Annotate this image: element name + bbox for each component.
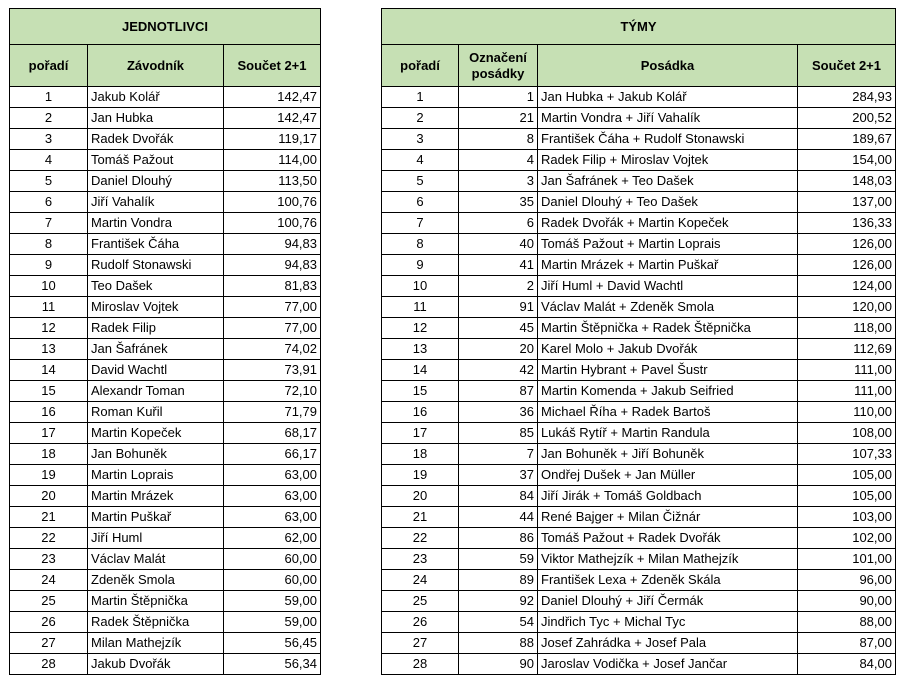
col-header-crew: Posádka: [538, 45, 798, 87]
cell-crew-id: 35: [459, 192, 538, 213]
col-header-crew-id: Označení posádky: [459, 45, 538, 87]
cell-rank: 28: [382, 654, 459, 675]
cell-score: 118,00: [798, 318, 896, 339]
cell-crew: Jiří Jirák + Tomáš Goldbach: [538, 486, 798, 507]
cell-crew-id: 45: [459, 318, 538, 339]
cell-rank: 24: [382, 570, 459, 591]
cell-crew: Michael Říha + Radek Bartoš: [538, 402, 798, 423]
cell-rank: 21: [382, 507, 459, 528]
individuals-title: JEDNOTLIVCI: [10, 9, 321, 45]
cell-crew: Radek Dvořák + Martin Kopeček: [538, 213, 798, 234]
cell-crew: Martin Vondra + Jiří Vahalík: [538, 108, 798, 129]
cell-score: 111,00: [798, 360, 896, 381]
table-row: [10, 87, 321, 108]
cell-rank: 7: [10, 213, 88, 234]
cell-crew-id: 8: [459, 129, 538, 150]
table-row: [10, 654, 321, 675]
table-row: [382, 486, 896, 507]
cell-crew: Václav Malát + Zdeněk Smola: [538, 297, 798, 318]
cell-racer: Radek Filip: [88, 318, 224, 339]
table-row: [10, 360, 321, 381]
cell-rank: 8: [10, 234, 88, 255]
cell-rank: 27: [382, 633, 459, 654]
table-row: [382, 339, 896, 360]
cell-crew-id: 92: [459, 591, 538, 612]
cell-rank: 1: [382, 87, 459, 108]
cell-score: 94,83: [224, 255, 321, 276]
cell-racer: Jan Bohuněk: [88, 444, 224, 465]
cell-rank: 2: [10, 108, 88, 129]
table-row: [10, 150, 321, 171]
table-row: [382, 297, 896, 318]
cell-score: 105,00: [798, 486, 896, 507]
table-row: [382, 402, 896, 423]
cell-rank: 16: [10, 402, 88, 423]
cell-crew-id: 6: [459, 213, 538, 234]
cell-score: 110,00: [798, 402, 896, 423]
cell-crew-id: 40: [459, 234, 538, 255]
cell-crew-id: 90: [459, 654, 538, 675]
table-row: [10, 549, 321, 570]
cell-rank: 14: [10, 360, 88, 381]
cell-score: 107,33: [798, 444, 896, 465]
cell-rank: 24: [10, 570, 88, 591]
cell-rank: 18: [10, 444, 88, 465]
table-row: [10, 507, 321, 528]
table-row: [10, 381, 321, 402]
cell-rank: 10: [10, 276, 88, 297]
table-row: [10, 591, 321, 612]
cell-score: 56,34: [224, 654, 321, 675]
table-row: [382, 255, 896, 276]
cell-racer: Martin Puškař: [88, 507, 224, 528]
cell-score: 126,00: [798, 255, 896, 276]
teams-table: [381, 8, 896, 675]
cell-rank: 23: [382, 549, 459, 570]
cell-rank: 25: [382, 591, 459, 612]
cell-score: 60,00: [224, 549, 321, 570]
cell-racer: Zdeněk Smola: [88, 570, 224, 591]
cell-score: 68,17: [224, 423, 321, 444]
cell-crew: Martin Mrázek + Martin Puškař: [538, 255, 798, 276]
cell-rank: 5: [10, 171, 88, 192]
table-row: [10, 276, 321, 297]
cell-racer: Tomáš Pažout: [88, 150, 224, 171]
cell-score: 114,00: [224, 150, 321, 171]
cell-racer: Václav Malát: [88, 549, 224, 570]
cell-racer: Daniel Dlouhý: [88, 171, 224, 192]
cell-score: 103,00: [798, 507, 896, 528]
cell-crew: Martin Hybrant + Pavel Šustr: [538, 360, 798, 381]
cell-racer: Martin Kopeček: [88, 423, 224, 444]
cell-score: 137,00: [798, 192, 896, 213]
table-row: [382, 507, 896, 528]
teams-body: [382, 87, 896, 675]
table-row: [10, 255, 321, 276]
cell-rank: 21: [10, 507, 88, 528]
table-row: [10, 465, 321, 486]
cell-score: 142,47: [224, 108, 321, 129]
cell-racer: Milan Mathejzík: [88, 633, 224, 654]
cell-racer: Jakub Dvořák: [88, 654, 224, 675]
cell-rank: 13: [10, 339, 88, 360]
cell-rank: 9: [10, 255, 88, 276]
cell-score: 60,00: [224, 570, 321, 591]
cell-racer: Radek Štěpnička: [88, 612, 224, 633]
col-header-rank: pořadí: [382, 45, 459, 87]
cell-rank: 23: [10, 549, 88, 570]
cell-racer: Martin Mrázek: [88, 486, 224, 507]
table-row: [10, 423, 321, 444]
cell-score: 154,00: [798, 150, 896, 171]
cell-score: 102,00: [798, 528, 896, 549]
cell-score: 100,76: [224, 192, 321, 213]
cell-rank: 19: [10, 465, 88, 486]
cell-rank: 2: [382, 108, 459, 129]
cell-racer: Miroslav Vojtek: [88, 297, 224, 318]
cell-rank: 18: [382, 444, 459, 465]
table-row: [382, 150, 896, 171]
cell-crew-id: 87: [459, 381, 538, 402]
cell-racer: Radek Dvořák: [88, 129, 224, 150]
cell-crew-id: 59: [459, 549, 538, 570]
cell-rank: 19: [382, 465, 459, 486]
table-row: [10, 108, 321, 129]
cell-rank: 4: [382, 150, 459, 171]
cell-score: 59,00: [224, 591, 321, 612]
cell-rank: 15: [382, 381, 459, 402]
table-row: [10, 570, 321, 591]
cell-rank: 27: [10, 633, 88, 654]
cell-racer: Jiří Huml: [88, 528, 224, 549]
cell-score: 84,00: [798, 654, 896, 675]
cell-crew: Jiří Huml + David Wachtl: [538, 276, 798, 297]
table-row: [382, 318, 896, 339]
cell-crew-id: 1: [459, 87, 538, 108]
cell-crew-id: 85: [459, 423, 538, 444]
col-header-score: Součet 2+1: [798, 45, 896, 87]
cell-crew-id: 36: [459, 402, 538, 423]
table-row: [10, 318, 321, 339]
cell-rank: 17: [382, 423, 459, 444]
cell-racer: Roman Kuřil: [88, 402, 224, 423]
cell-score: 94,83: [224, 234, 321, 255]
cell-crew: Tomáš Pažout + Radek Dvořák: [538, 528, 798, 549]
cell-score: 87,00: [798, 633, 896, 654]
cell-crew: František Čáha + Rudolf Stonawski: [538, 129, 798, 150]
cell-rank: 4: [10, 150, 88, 171]
table-row: [10, 612, 321, 633]
cell-score: 71,79: [224, 402, 321, 423]
table-row: [382, 171, 896, 192]
cell-rank: 7: [382, 213, 459, 234]
cell-rank: 6: [382, 192, 459, 213]
table-row: [10, 171, 321, 192]
cell-crew: Jan Hubka + Jakub Kolář: [538, 87, 798, 108]
col-header-score: Součet 2+1: [224, 45, 321, 87]
cell-crew: Tomáš Pažout + Martin Loprais: [538, 234, 798, 255]
table-row: [382, 360, 896, 381]
table-row: [382, 276, 896, 297]
table-row: [10, 402, 321, 423]
cell-score: 100,76: [224, 213, 321, 234]
col-header-rank: pořadí: [10, 45, 88, 87]
cell-score: 200,52: [798, 108, 896, 129]
table-row: [382, 87, 896, 108]
cell-racer: Teo Dašek: [88, 276, 224, 297]
table-row: [10, 234, 321, 255]
individuals-body: [10, 87, 321, 675]
table-row: [10, 213, 321, 234]
table-row: [382, 528, 896, 549]
cell-score: 111,00: [798, 381, 896, 402]
cell-crew-id: 7: [459, 444, 538, 465]
cell-crew: Radek Filip + Miroslav Vojtek: [538, 150, 798, 171]
cell-rank: 10: [382, 276, 459, 297]
cell-score: 101,00: [798, 549, 896, 570]
cell-score: 66,17: [224, 444, 321, 465]
cell-score: 136,33: [798, 213, 896, 234]
table-row: [382, 612, 896, 633]
cell-score: 88,00: [798, 612, 896, 633]
cell-racer: Martin Vondra: [88, 213, 224, 234]
cell-score: 56,45: [224, 633, 321, 654]
cell-racer: David Wachtl: [88, 360, 224, 381]
cell-crew-id: 4: [459, 150, 538, 171]
cell-crew-id: 91: [459, 297, 538, 318]
cell-rank: 9: [382, 255, 459, 276]
cell-rank: 11: [10, 297, 88, 318]
cell-rank: 12: [10, 318, 88, 339]
table-row: [382, 192, 896, 213]
table-row: [382, 570, 896, 591]
cell-score: 62,00: [224, 528, 321, 549]
cell-racer: Jan Šafránek: [88, 339, 224, 360]
cell-score: 96,00: [798, 570, 896, 591]
table-row: [382, 108, 896, 129]
cell-rank: 26: [10, 612, 88, 633]
cell-crew-id: 37: [459, 465, 538, 486]
cell-racer: František Čáha: [88, 234, 224, 255]
cell-crew: Viktor Mathejzík + Milan Mathejzík: [538, 549, 798, 570]
cell-score: 63,00: [224, 486, 321, 507]
cell-crew-id: 20: [459, 339, 538, 360]
cell-crew: František Lexa + Zdeněk Skála: [538, 570, 798, 591]
cell-rank: 20: [10, 486, 88, 507]
table-row: [382, 423, 896, 444]
table-row: [382, 444, 896, 465]
cell-racer: Alexandr Toman: [88, 381, 224, 402]
cell-crew: Jindřich Tyc + Michal Tyc: [538, 612, 798, 633]
table-row: [382, 549, 896, 570]
cell-score: 119,17: [224, 129, 321, 150]
cell-racer: Martin Loprais: [88, 465, 224, 486]
table-row: [382, 381, 896, 402]
cell-rank: 6: [10, 192, 88, 213]
cell-racer: Jiří Vahalík: [88, 192, 224, 213]
cell-score: 72,10: [224, 381, 321, 402]
cell-crew-id: 84: [459, 486, 538, 507]
cell-score: 73,91: [224, 360, 321, 381]
cell-score: 59,00: [224, 612, 321, 633]
cell-score: 77,00: [224, 318, 321, 339]
cell-rank: 20: [382, 486, 459, 507]
cell-score: 74,02: [224, 339, 321, 360]
cell-crew: Josef Zahrádka + Josef Pala: [538, 633, 798, 654]
table-row: [10, 297, 321, 318]
cell-score: 108,00: [798, 423, 896, 444]
cell-crew-id: 86: [459, 528, 538, 549]
cell-crew-id: 88: [459, 633, 538, 654]
cell-score: 142,47: [224, 87, 321, 108]
cell-crew-id: 89: [459, 570, 538, 591]
cell-rank: 14: [382, 360, 459, 381]
cell-rank: 25: [10, 591, 88, 612]
col-header-racer: Závodník: [88, 45, 224, 87]
cell-crew-id: 21: [459, 108, 538, 129]
cell-rank: 5: [382, 171, 459, 192]
cell-rank: 3: [10, 129, 88, 150]
cell-score: 284,93: [798, 87, 896, 108]
table-row: [382, 234, 896, 255]
teams-title: TÝMY: [382, 9, 896, 45]
cell-crew: Daniel Dlouhý + Teo Dašek: [538, 192, 798, 213]
cell-crew: René Bajger + Milan Čižnár: [538, 507, 798, 528]
cell-crew-id: 3: [459, 171, 538, 192]
cell-racer: Jan Hubka: [88, 108, 224, 129]
cell-rank: 28: [10, 654, 88, 675]
cell-rank: 22: [382, 528, 459, 549]
cell-crew: Jaroslav Vodička + Josef Jančar: [538, 654, 798, 675]
cell-crew-id: 54: [459, 612, 538, 633]
cell-crew-id: 44: [459, 507, 538, 528]
cell-crew-id: 42: [459, 360, 538, 381]
table-row: [10, 192, 321, 213]
cell-racer: Martin Štěpnička: [88, 591, 224, 612]
cell-score: 63,00: [224, 507, 321, 528]
table-row: [10, 528, 321, 549]
cell-rank: 16: [382, 402, 459, 423]
cell-rank: 12: [382, 318, 459, 339]
table-row: [382, 213, 896, 234]
cell-score: 77,00: [224, 297, 321, 318]
cell-rank: 13: [382, 339, 459, 360]
table-row: [10, 129, 321, 150]
cell-crew: Martin Komenda + Jakub Seifried: [538, 381, 798, 402]
cell-rank: 11: [382, 297, 459, 318]
cell-score: 81,83: [224, 276, 321, 297]
cell-rank: 22: [10, 528, 88, 549]
cell-rank: 3: [382, 129, 459, 150]
cell-crew: Ondřej Dušek + Jan Müller: [538, 465, 798, 486]
table-row: [382, 633, 896, 654]
table-row: [382, 654, 896, 675]
cell-score: 148,03: [798, 171, 896, 192]
cell-rank: 8: [382, 234, 459, 255]
cell-crew: Jan Bohuněk + Jiří Bohuněk: [538, 444, 798, 465]
cell-crew: Martin Štěpnička + Radek Štěpnička: [538, 318, 798, 339]
cell-score: 189,67: [798, 129, 896, 150]
table-row: [10, 486, 321, 507]
cell-rank: 26: [382, 612, 459, 633]
table-row: [10, 633, 321, 654]
cell-score: 126,00: [798, 234, 896, 255]
table-row: [382, 465, 896, 486]
table-row: [382, 591, 896, 612]
cell-score: 63,00: [224, 465, 321, 486]
cell-racer: Jakub Kolář: [88, 87, 224, 108]
cell-score: 90,00: [798, 591, 896, 612]
cell-score: 124,00: [798, 276, 896, 297]
individuals-table: [9, 8, 321, 675]
cell-rank: 1: [10, 87, 88, 108]
cell-crew-id: 2: [459, 276, 538, 297]
cell-crew-id: 41: [459, 255, 538, 276]
table-row: [10, 339, 321, 360]
cell-crew: Lukáš Rytíř + Martin Randula: [538, 423, 798, 444]
table-row: [10, 444, 321, 465]
cell-crew: Jan Šafránek + Teo Dašek: [538, 171, 798, 192]
cell-racer: Rudolf Stonawski: [88, 255, 224, 276]
cell-score: 105,00: [798, 465, 896, 486]
cell-score: 112,69: [798, 339, 896, 360]
cell-score: 120,00: [798, 297, 896, 318]
cell-rank: 15: [10, 381, 88, 402]
cell-crew: Daniel Dlouhý + Jiří Čermák: [538, 591, 798, 612]
cell-score: 113,50: [224, 171, 321, 192]
cell-crew: Karel Molo + Jakub Dvořák: [538, 339, 798, 360]
table-row: [382, 129, 896, 150]
cell-rank: 17: [10, 423, 88, 444]
